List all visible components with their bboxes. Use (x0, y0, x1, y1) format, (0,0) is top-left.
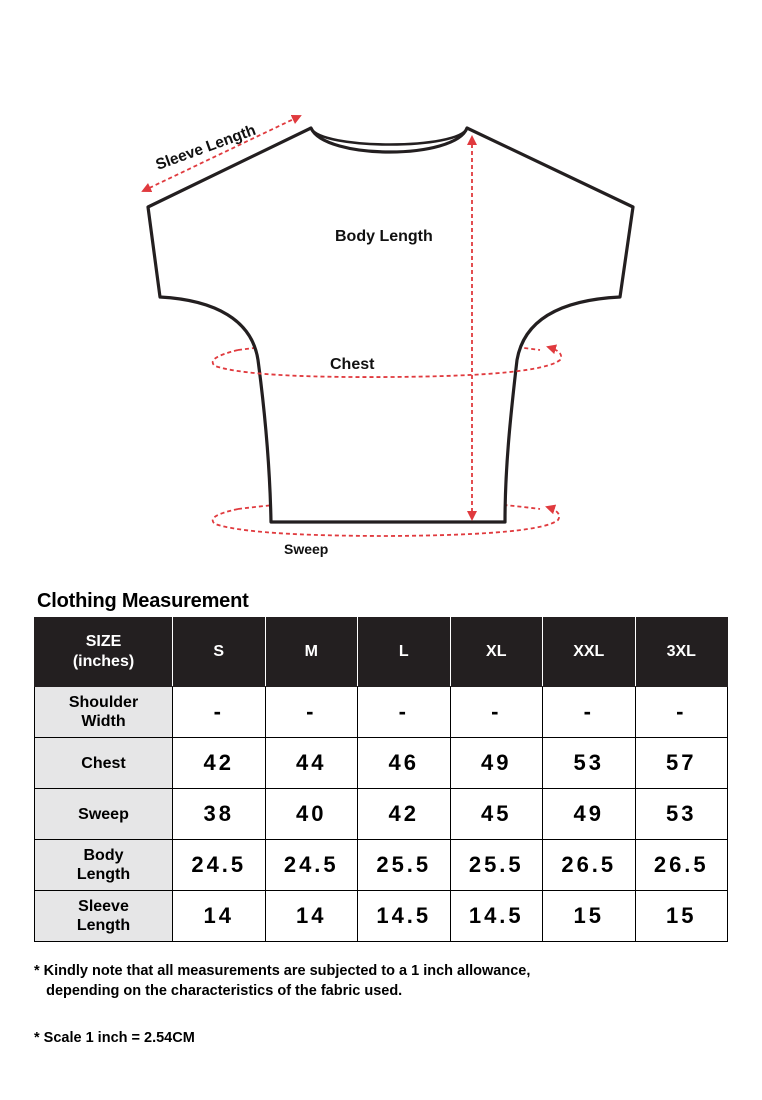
allowance-note: * Kindly note that all measurements are subjected to a 1 inch allowance, depending on the characteristics of the fabric used. (34, 963, 531, 999)
table-cell: 14.5 (358, 891, 451, 942)
header-unit-label: (inches) (72, 653, 135, 670)
chest-label: Chest (330, 356, 375, 373)
tshirt-outline (148, 128, 633, 522)
table-cell: - (543, 687, 636, 738)
table-row-chest (35, 738, 728, 789)
table-cell: 40 (265, 789, 358, 840)
table-cell: 25.5 (450, 840, 543, 891)
table-cell: - (265, 687, 358, 738)
header-size-label: SIZE (85, 633, 122, 650)
table-cell: 57 (635, 738, 728, 789)
header-size-xxl: XXL (543, 618, 636, 687)
body-length-label: Body Length (335, 228, 433, 245)
header-size-s: S (173, 618, 266, 687)
header-size-l: L (358, 618, 451, 687)
table-header-row (35, 618, 728, 687)
row-label: Body Length (35, 840, 173, 891)
table-cell: 26.5 (635, 840, 728, 891)
table-cell: 49 (450, 738, 543, 789)
row-label: Sleeve Length (35, 891, 173, 942)
sweep-label: Sweep (284, 541, 329, 557)
table-cell: - (358, 687, 451, 738)
table-cell: - (173, 687, 266, 738)
table-cell: 24.5 (265, 840, 358, 891)
table-cell: 15 (635, 891, 728, 942)
table-cell: 14 (173, 891, 266, 942)
sleeve-length-label: Sleeve Length (153, 121, 259, 174)
row-label: Sweep (35, 789, 173, 840)
table-cell: 53 (543, 738, 636, 789)
table-cell: 15 (543, 891, 636, 942)
table-title: Clothing Measurement (37, 590, 249, 612)
table-cell: 42 (173, 738, 266, 789)
table-cell: 46 (358, 738, 451, 789)
table-cell: 49 (543, 789, 636, 840)
table-cell: 42 (358, 789, 451, 840)
table-row-sleeve-length (35, 891, 728, 942)
size-chart-table (34, 617, 728, 942)
table-row-shoulder-width (35, 687, 728, 738)
table-cell: 14.5 (450, 891, 543, 942)
table-cell: 25.5 (358, 840, 451, 891)
row-label: Chest (35, 738, 173, 789)
table-row-body-length (35, 840, 728, 891)
table-cell: 53 (635, 789, 728, 840)
table-cell: - (635, 687, 728, 738)
table-cell: 44 (265, 738, 358, 789)
header-size-xl: XL (450, 618, 543, 687)
scale-note: * Scale 1 inch = 2.54CM (34, 1030, 195, 1046)
table-cell: 14 (265, 891, 358, 942)
table-cell: 26.5 (543, 840, 636, 891)
header-size-m: M (265, 618, 358, 687)
table-cell: - (450, 687, 543, 738)
row-label: Shoulder Width (35, 687, 173, 738)
table-cell: 45 (450, 789, 543, 840)
table-row-sweep (35, 789, 728, 840)
header-size-3xl: 3XL (635, 618, 728, 687)
tshirt-collar (311, 128, 467, 145)
table-cell: 24.5 (173, 840, 266, 891)
table-cell: 38 (173, 789, 266, 840)
header-size-unit (35, 618, 173, 687)
